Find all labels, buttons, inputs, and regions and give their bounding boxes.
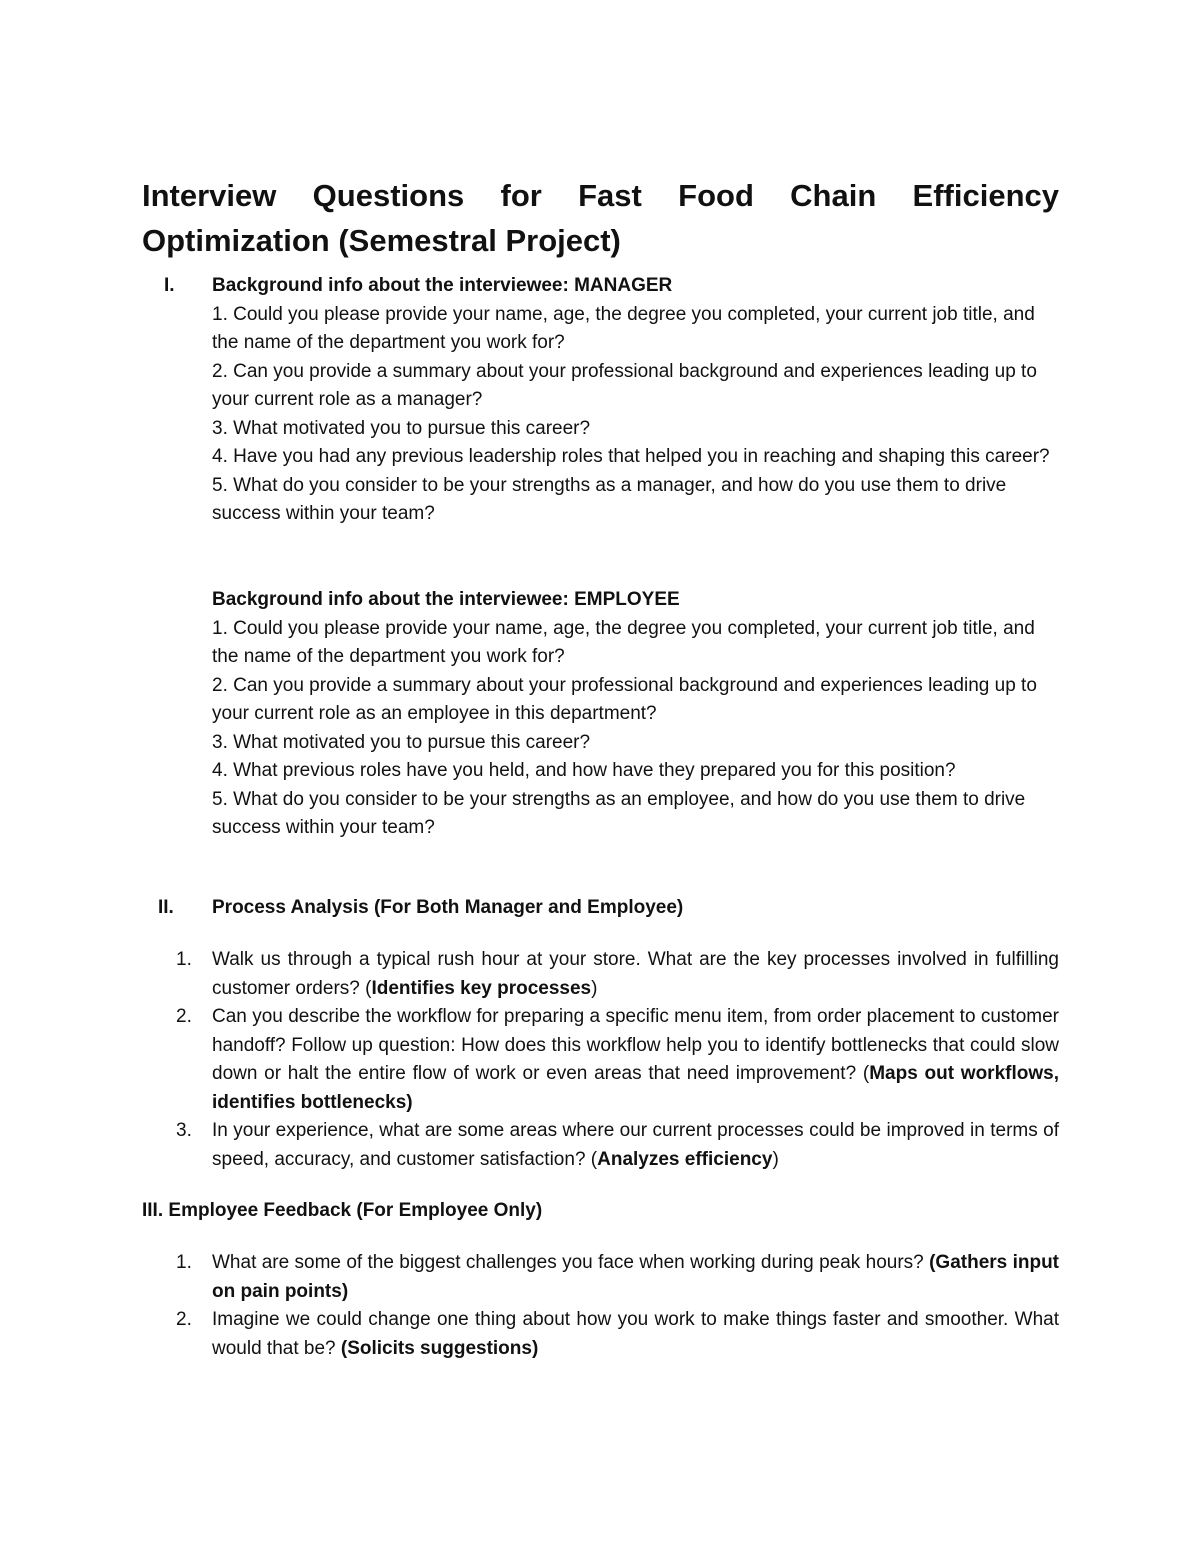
section-2-heading: Process Analysis (For Both Manager and Employee) — [212, 897, 684, 918]
title-line-2: Optimization (Semestral Project) — [142, 223, 621, 258]
employee-question-1: 1. Could you please provide your name, age, the degree you completed, your current job title, and the name of the department you work for? — [212, 617, 1035, 667]
employee-feedback-list — [142, 1249, 1059, 1363]
list-item-text: In your experience, what are some areas where our current processes could be improved in terms of speed, accuracy, and customer satisfaction? ( — [212, 1120, 1059, 1170]
list-item-close: ) — [591, 977, 598, 999]
section-3-heading: III. Employee Feedback (For Employee Only) — [142, 1200, 543, 1221]
list-item-note: (Gathers input on pain points) — [212, 1252, 1060, 1302]
list-number: 3. — [176, 1120, 192, 1141]
list-item — [142, 1306, 1059, 1363]
list-item-text: Walk us through a typical rush hour at your store. What are the key processes involved in fulfilling customer orders? ( — [212, 949, 1059, 999]
employee-question-2: 2. Can you provide a summary about your professional background and experiences leading up to your current role as an employee in this department? — [212, 674, 1037, 724]
list-item-note: Maps out workflows, identifies bottlenecks) — [212, 1063, 1059, 1113]
list-item — [142, 1003, 1059, 1117]
employee-heading: Background info about the interviewee: EMPLOYEE — [212, 589, 680, 610]
section-1-numeral: I. — [164, 275, 175, 296]
manager-question-3: 3. What motivated you to pursue this career? — [212, 417, 591, 439]
employee-question-3: 3. What motivated you to pursue this career? — [212, 731, 591, 753]
list-item — [142, 946, 1059, 1003]
list-item — [142, 1117, 1059, 1174]
document-title — [142, 173, 1059, 263]
section-2-numeral: II. — [158, 897, 174, 918]
manager-question-4: 4. Have you had any previous leadership roles that helped you in reaching and shaping this career? — [212, 446, 1050, 467]
employee-question-4: 4. What previous roles have you held, and how have they prepared you for this position? — [212, 760, 956, 781]
manager-background-block — [212, 272, 1062, 529]
list-item-close: ) — [772, 1148, 779, 1170]
list-item-note: (Solicits suggestions) — [340, 1337, 539, 1359]
list-number: 1. — [176, 949, 192, 970]
manager-question-2: 2. Can you provide a summary about your professional background and experiences leading up to your current role as a manager? — [212, 360, 1037, 410]
title-line-1: Interview Questions for Fast Food Chain Efficiency — [142, 178, 1059, 213]
manager-question-5: 5. What do you consider to be your strengths as a manager, and how do you use them to drive success within your team? — [212, 474, 1007, 524]
list-item — [142, 1249, 1059, 1306]
manager-heading: Background info about the interviewee: MANAGER — [212, 275, 673, 296]
list-number: 2. — [176, 1309, 192, 1330]
list-number: 1. — [176, 1252, 192, 1273]
list-number: 2. — [176, 1006, 192, 1027]
list-item-note: Identifies key processes — [371, 977, 592, 999]
employee-background-block — [212, 586, 1062, 843]
list-item-text: What are some of the biggest challenges you face when working during peak hours? — [212, 1252, 930, 1273]
process-analysis-list — [142, 946, 1059, 1174]
list-item-text: Can you describe the workflow for preparing a specific menu item, from order placement to customer handoff? Follow up question: How does this workflow help you to identify bottlenecks that could slow down or halt the entire flow of work or even areas that need improvement? ( — [212, 1006, 1059, 1084]
manager-question-1: 1. Could you please provide your name, age, the degree you completed, your current job title, and the name of the department you work for? — [212, 303, 1035, 353]
employee-question-5: 5. What do you consider to be your strengths as an employee, and how do you use them to drive success within your team? — [212, 788, 1026, 838]
list-item-text: Imagine we could change one thing about how you work to make things faster and smoother. What would that be? — [212, 1309, 1059, 1359]
list-item-note: Analyzes efficiency — [597, 1148, 773, 1170]
